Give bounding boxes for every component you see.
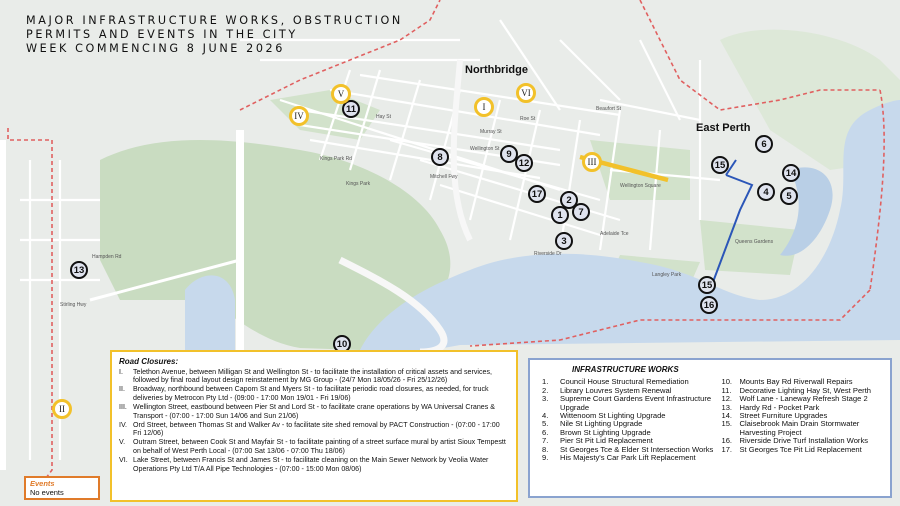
item-text: Street Furniture Upgrades bbox=[739, 411, 828, 421]
item-text: Broadway, northbound between Caporn St and Myers St - to facilitate periodic road closures, as needed, for truck deliveries by Metrocon Pty Ltd - (09:00 - 17:00 Mon 19/01 - Fri 19/06) bbox=[133, 385, 489, 402]
item-number: 3. bbox=[542, 394, 549, 404]
marker-8[interactable]: 8 bbox=[431, 148, 449, 166]
marker-15-north[interactable]: 15 bbox=[711, 156, 729, 174]
item-number: 17. bbox=[721, 444, 733, 454]
label-riverside-dr: Riverside Dr bbox=[534, 251, 562, 257]
marker-12[interactable]: 12 bbox=[515, 154, 533, 172]
road-closure-item bbox=[119, 421, 508, 438]
label-stirling-hwy: Stirling Hwy bbox=[60, 302, 87, 308]
label-beaufort-st: Beaufort St bbox=[596, 106, 622, 112]
road-closure-item bbox=[119, 403, 508, 420]
item-text: Decorative Lighting Hay St, West Perth bbox=[739, 385, 872, 395]
item-number: 4. bbox=[542, 411, 549, 421]
label-mitchell-fwy: Mitchell Fwy bbox=[430, 174, 458, 180]
label-queens-gardens: Queens Gardens bbox=[735, 239, 774, 245]
item-number: VI. bbox=[119, 456, 128, 465]
item-text: Wolf Lane - Laneway Refresh Stage 2 bbox=[739, 394, 868, 404]
road-closure-item bbox=[119, 368, 508, 385]
title-line-1: MAJOR INFRASTRUCTURE WORKS, OBSTRUCTION bbox=[26, 14, 403, 27]
label-hampden-rd: Hampden Rd bbox=[92, 254, 122, 260]
marker-13[interactable]: 13 bbox=[70, 261, 88, 279]
item-text: Outram Street, between Cook St and Mayfair St - to facilitate painting of a street surface mural by artist Sioux Tempestt on behalf of West Perth Local - (07:00 Sat 13/06 - 07:00 Thu 18/06) bbox=[133, 438, 506, 455]
infra-item bbox=[717, 446, 882, 454]
item-number: 5. bbox=[542, 419, 549, 429]
item-text: Lake Street, between Francis St and James St - to facilitate cleaning on the Main Sewer Network by Veolia Water Operations Pty Ltd T/A All Pipe Technologies - (07:00 - 15:00 Mon 08/06) bbox=[133, 456, 489, 473]
item-number: 12. bbox=[721, 394, 733, 404]
roman-marker-IV[interactable]: IV bbox=[289, 106, 309, 126]
label-roe-st: Roe St bbox=[520, 116, 536, 122]
item-text: St Georges Tce & Elder St Intersection Works bbox=[560, 444, 714, 454]
item-number: 9. bbox=[542, 453, 549, 463]
item-text: Wittenoom St Lighting Upgrade bbox=[560, 411, 666, 421]
item-text: Nile St Lighting Upgrade bbox=[560, 419, 643, 429]
label-langley-park: Langley Park bbox=[652, 272, 682, 278]
infra-item bbox=[538, 454, 717, 462]
marker-17[interactable]: 17 bbox=[528, 185, 546, 203]
marker-1[interactable]: 1 bbox=[551, 206, 569, 224]
label-wellington-st: Wellington St bbox=[470, 146, 500, 152]
marker-2[interactable]: 2 bbox=[560, 191, 578, 209]
item-text: His Majesty's Car Park Lift Replacement bbox=[560, 453, 696, 463]
item-number: III. bbox=[119, 402, 127, 411]
item-number: 15. bbox=[721, 419, 733, 429]
item-number: 1. bbox=[542, 377, 549, 387]
item-number: 14. bbox=[721, 411, 733, 421]
marker-7[interactable]: 7 bbox=[572, 203, 590, 221]
item-number: II. bbox=[119, 385, 125, 394]
marker-3[interactable]: 3 bbox=[555, 232, 573, 250]
roman-marker-III[interactable]: III bbox=[582, 152, 602, 172]
road-closures-heading: Road Closures: bbox=[119, 357, 179, 366]
item-text: Council House Structural Remediation bbox=[560, 377, 689, 387]
infra-item bbox=[717, 420, 882, 437]
item-number: IV. bbox=[119, 420, 128, 429]
road-closure-item bbox=[119, 438, 508, 455]
item-text: Riverside Drive Turf Installation Works bbox=[739, 436, 869, 446]
title-line-3: WEEK COMMENCING 8 JUNE 2026 bbox=[26, 42, 285, 55]
place-east-perth: East Perth bbox=[696, 122, 751, 134]
title-line-2: PERMITS AND EVENTS IN THE CITY bbox=[26, 28, 298, 41]
road-closures-panel bbox=[110, 350, 518, 502]
item-text: Hardy Rd - Pocket Park bbox=[739, 402, 820, 412]
item-number: 6. bbox=[542, 427, 549, 437]
roman-marker-V[interactable]: V bbox=[331, 84, 351, 104]
marker-6[interactable]: 6 bbox=[755, 135, 773, 153]
infrastructure-heading: INFRASTRUCTURE WORKS bbox=[572, 365, 679, 374]
marker-14[interactable]: 14 bbox=[782, 164, 800, 182]
item-number: 2. bbox=[542, 385, 549, 395]
marker-16[interactable]: 16 bbox=[700, 296, 718, 314]
item-text: Pier St Pit Lid Replacement bbox=[560, 436, 653, 446]
item-text: Ord Street, between Thomas St and Walker Av - to facilitate site shed removal by PACT Construction - (07:00 - 17:00 Fri 12/06) bbox=[133, 420, 500, 438]
roman-marker-II[interactable]: II bbox=[52, 399, 72, 419]
marker-9[interactable]: 9 bbox=[500, 145, 518, 163]
item-text: Supreme Court Gardens Event Infrastructure Upgrade bbox=[560, 394, 712, 412]
events-text: No events bbox=[30, 488, 64, 497]
item-text: Brown St Lighting Upgrade bbox=[560, 427, 651, 437]
roman-marker-I[interactable]: I bbox=[474, 97, 494, 117]
label-kings-park: Kings Park bbox=[346, 181, 371, 187]
label-kings-park-rd: Kings Park Rd bbox=[320, 156, 352, 162]
infra-item bbox=[538, 395, 717, 412]
events-heading: Events bbox=[30, 479, 55, 488]
marker-11[interactable]: 11 bbox=[342, 100, 360, 118]
item-number: V. bbox=[119, 438, 126, 447]
road-closure-item bbox=[119, 456, 508, 473]
marker-15-south[interactable]: 15 bbox=[698, 276, 716, 294]
item-text: Claisebrook Main Drain Stormwater Harvesting Project bbox=[739, 419, 860, 437]
road-closure-item bbox=[119, 385, 508, 402]
item-text: Library Louvres System Renewal bbox=[560, 385, 672, 395]
item-number: 16. bbox=[721, 436, 733, 446]
item-number: 11. bbox=[721, 385, 732, 395]
label-adelaide-tce: Adelaide Tce bbox=[600, 231, 629, 237]
label-hay-st: Hay St bbox=[376, 114, 392, 120]
marker-10[interactable]: 10 bbox=[333, 335, 351, 353]
item-text: St Georges Tce Pit Lid Replacement bbox=[739, 444, 862, 454]
item-number: 13. bbox=[721, 402, 733, 412]
item-text: Telethon Avenue, between Milligan St and Wellington St - to facilitate the installation of critical assets and services, followed by final road layout design reinstatement by MG Group - (24/7 Mon 18/05/26 - Fri 25/12/26) bbox=[133, 367, 492, 385]
map-title bbox=[26, 14, 403, 56]
label-murray-st: Murray St bbox=[480, 129, 502, 135]
item-number: 8. bbox=[542, 444, 549, 454]
marker-5[interactable]: 5 bbox=[780, 187, 798, 205]
item-number: 10. bbox=[721, 377, 733, 387]
place-northbridge: Northbridge bbox=[465, 64, 528, 76]
marker-4[interactable]: 4 bbox=[757, 183, 775, 201]
item-number: I. bbox=[119, 367, 123, 376]
label-wellington-square: Wellington Square bbox=[620, 183, 661, 189]
item-text: Wellington Street, eastbound between Pier St and Lord St - to facilitate crane operations by WA Universal Cranes & Transport - (07:00 - 17:00 Sun 14/06 and Sun 21/06) bbox=[133, 402, 495, 420]
item-number: 7. bbox=[542, 436, 549, 446]
roman-marker-VI[interactable]: VI bbox=[516, 83, 536, 103]
infrastructure-panel bbox=[528, 358, 892, 498]
events-panel bbox=[24, 476, 100, 500]
item-text: Mounts Bay Rd Riverwall Repairs bbox=[739, 377, 853, 387]
